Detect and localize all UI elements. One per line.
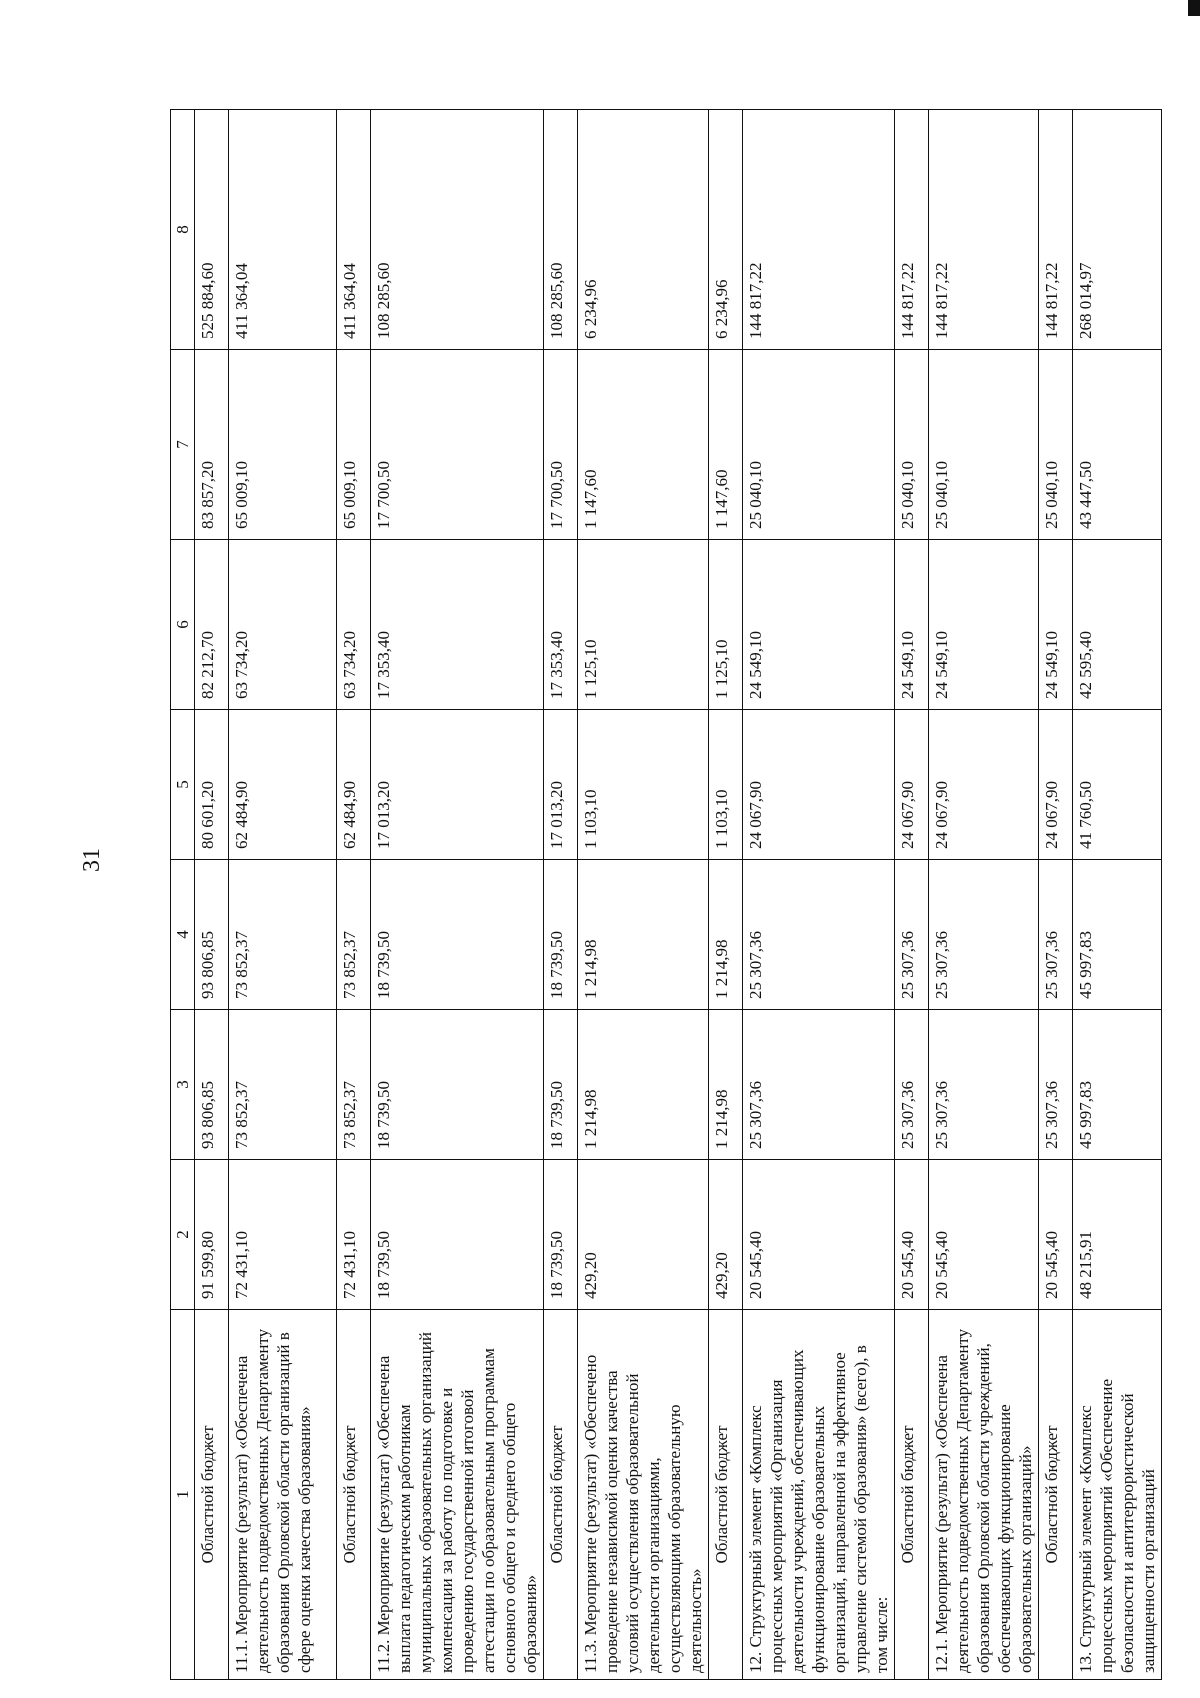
amount-cell: 24 067,90 — [1039, 710, 1073, 860]
amount-cell: 73 852,37 — [229, 1010, 337, 1160]
amount-cell: 17 700,50 — [371, 350, 544, 540]
amount-cell: 73 852,37 — [229, 860, 337, 1010]
column-number-header: 7 — [171, 350, 195, 540]
amount-cell: 25 307,36 — [743, 1010, 895, 1160]
amount-cell: 20 545,40 — [895, 1160, 929, 1310]
column-number-header: 8 — [171, 110, 195, 350]
amount-cell: 25 307,36 — [1039, 860, 1073, 1010]
row-description-cell: Областной бюджет — [544, 1310, 578, 1680]
amount-cell: 73 852,37 — [337, 1010, 371, 1160]
amount-cell: 80 601,20 — [195, 710, 229, 860]
amount-cell: 25 040,10 — [929, 350, 1039, 540]
amount-cell: 24 067,90 — [895, 710, 929, 860]
amount-cell: 1 214,98 — [578, 860, 709, 1010]
amount-cell: 24 549,10 — [895, 540, 929, 710]
amount-cell: 25 040,10 — [1039, 350, 1073, 540]
amount-cell: 24 067,90 — [929, 710, 1039, 860]
table-header-row — [171, 110, 195, 1680]
amount-cell: 144 817,22 — [895, 110, 929, 350]
amount-cell: 108 285,60 — [544, 110, 578, 350]
amount-cell: 25 307,36 — [1039, 1010, 1073, 1160]
amount-cell: 93 806,85 — [195, 1010, 229, 1160]
amount-cell: 65 009,10 — [229, 350, 337, 540]
column-number-header: 6 — [171, 540, 195, 710]
amount-cell: 18 739,50 — [371, 860, 544, 1010]
amount-cell: 6 234,96 — [709, 110, 743, 350]
row-description-cell: 11.3. Мероприятие (результат) «Обеспечено проведение независимой оценки качества условий осуществления образовательной деятельности организациями, осуществляющими образовательную деятельность» — [578, 1310, 709, 1680]
amount-cell: 83 857,20 — [195, 350, 229, 540]
amount-cell: 43 447,50 — [1073, 350, 1162, 540]
column-number-header: 3 — [171, 1010, 195, 1160]
page-number: 31 — [79, 848, 105, 872]
row-description-cell: 11.2. Мероприятие (результат) «Обеспечена выплата педагогическим работникам муниципальных образовательных организаций компенсации за работу по подготовке и проведению государственной итоговой аттестации по образовательным программам основного общего и среднего общего образования» — [371, 1310, 544, 1680]
amount-cell: 525 884,60 — [195, 110, 229, 350]
amount-cell: 1 214,98 — [578, 1010, 709, 1160]
budget-table-container — [170, 110, 1158, 1680]
budget-table — [170, 109, 1162, 1680]
amount-cell: 17 700,50 — [544, 350, 578, 540]
table-row — [1073, 110, 1162, 1680]
row-description-cell: Областной бюджет — [1039, 1310, 1073, 1680]
table-row — [544, 110, 578, 1680]
amount-cell: 411 364,04 — [337, 110, 371, 350]
row-description-cell: 11.1. Мероприятие (результат) «Обеспечена деятельность подведомственных Департаменту образования Орловской области организаций в сфере оценки качества образования» — [229, 1310, 337, 1680]
column-number-header: 4 — [171, 860, 195, 1010]
amount-cell: 1 125,10 — [578, 540, 709, 710]
amount-cell: 25 307,36 — [929, 1010, 1039, 1160]
amount-cell: 25 307,36 — [895, 860, 929, 1010]
amount-cell: 41 760,50 — [1073, 710, 1162, 860]
row-description-cell: 12. Структурный элемент «Комплекс процессных мероприятий «Организация деятельности учреждений, обеспечивающих функционирование образовательных организаций, направленной на эффективное управление системой образования» (всего), в том числе: — [743, 1310, 895, 1680]
amount-cell: 1 214,98 — [709, 860, 743, 1010]
amount-cell: 429,20 — [709, 1160, 743, 1310]
amount-cell: 24 067,90 — [743, 710, 895, 860]
amount-cell: 24 549,10 — [929, 540, 1039, 710]
table-row — [895, 110, 929, 1680]
row-description-cell: 13. Структурный элемент «Комплекс процессных мероприятий «Обеспечение безопасности и антитеррористической защищенности организаций — [1073, 1310, 1162, 1680]
table-row — [578, 110, 709, 1680]
amount-cell: 42 595,40 — [1073, 540, 1162, 710]
amount-cell: 25 307,36 — [895, 1010, 929, 1160]
amount-cell: 108 285,60 — [371, 110, 544, 350]
table-row — [337, 110, 371, 1680]
amount-cell: 18 739,50 — [544, 1160, 578, 1310]
row-description-cell: Областной бюджет — [895, 1310, 929, 1680]
amount-cell: 25 307,36 — [743, 860, 895, 1010]
amount-cell: 91 599,80 — [195, 1160, 229, 1310]
amount-cell: 63 734,20 — [337, 540, 371, 710]
amount-cell: 1 103,10 — [578, 710, 709, 860]
amount-cell: 144 817,22 — [929, 110, 1039, 350]
amount-cell: 45 997,83 — [1073, 860, 1162, 1010]
amount-cell: 1 125,10 — [709, 540, 743, 710]
amount-cell: 18 739,50 — [371, 1010, 544, 1160]
amount-cell: 72 431,10 — [229, 1160, 337, 1310]
table-row — [229, 110, 337, 1680]
amount-cell: 429,20 — [578, 1160, 709, 1310]
table-row — [929, 110, 1039, 1680]
amount-cell: 20 545,40 — [1039, 1160, 1073, 1310]
amount-cell: 25 040,10 — [895, 350, 929, 540]
amount-cell: 24 549,10 — [1039, 540, 1073, 710]
amount-cell: 82 212,70 — [195, 540, 229, 710]
row-description-cell: Областной бюджет — [709, 1310, 743, 1680]
amount-cell: 65 009,10 — [337, 350, 371, 540]
amount-cell: 268 014,97 — [1073, 110, 1162, 350]
scan-edge-mark — [1188, 0, 1200, 16]
amount-cell: 63 734,20 — [229, 540, 337, 710]
amount-cell: 20 545,40 — [929, 1160, 1039, 1310]
amount-cell: 1 147,60 — [709, 350, 743, 540]
amount-cell: 48 215,91 — [1073, 1160, 1162, 1310]
amount-cell: 62 484,90 — [337, 710, 371, 860]
column-number-header: 1 — [171, 1310, 195, 1680]
amount-cell: 93 806,85 — [195, 860, 229, 1010]
amount-cell: 17 013,20 — [371, 710, 544, 860]
amount-cell: 144 817,22 — [743, 110, 895, 350]
amount-cell: 1 103,10 — [709, 710, 743, 860]
row-description-cell: 12.1. Мероприятие (результат) «Обеспечена деятельность подведомственных Департаменту образования Орловской области учреждений, обеспечивающих функционирование образовательных организаций» — [929, 1310, 1039, 1680]
amount-cell: 18 739,50 — [544, 860, 578, 1010]
amount-cell: 17 013,20 — [544, 710, 578, 860]
amount-cell: 18 739,50 — [544, 1010, 578, 1160]
column-number-header: 5 — [171, 710, 195, 860]
table-row — [195, 110, 229, 1680]
amount-cell: 73 852,37 — [337, 860, 371, 1010]
column-number-header: 2 — [171, 1160, 195, 1310]
amount-cell: 17 353,40 — [544, 540, 578, 710]
amount-cell: 62 484,90 — [229, 710, 337, 860]
amount-cell: 18 739,50 — [371, 1160, 544, 1310]
row-description-cell: Областной бюджет — [195, 1310, 229, 1680]
amount-cell: 1 214,98 — [709, 1010, 743, 1160]
table-row — [371, 110, 544, 1680]
amount-cell: 25 307,36 — [929, 860, 1039, 1010]
amount-cell: 1 147,60 — [578, 350, 709, 540]
amount-cell: 24 549,10 — [743, 540, 895, 710]
amount-cell: 6 234,96 — [578, 110, 709, 350]
table-row — [709, 110, 743, 1680]
amount-cell: 144 817,22 — [1039, 110, 1073, 350]
table-row — [743, 110, 895, 1680]
table-row — [1039, 110, 1073, 1680]
amount-cell: 72 431,10 — [337, 1160, 371, 1310]
amount-cell: 20 545,40 — [743, 1160, 895, 1310]
amount-cell: 411 364,04 — [229, 110, 337, 350]
row-description-cell: Областной бюджет — [337, 1310, 371, 1680]
amount-cell: 45 997,83 — [1073, 1010, 1162, 1160]
amount-cell: 17 353,40 — [371, 540, 544, 710]
amount-cell: 25 040,10 — [743, 350, 895, 540]
